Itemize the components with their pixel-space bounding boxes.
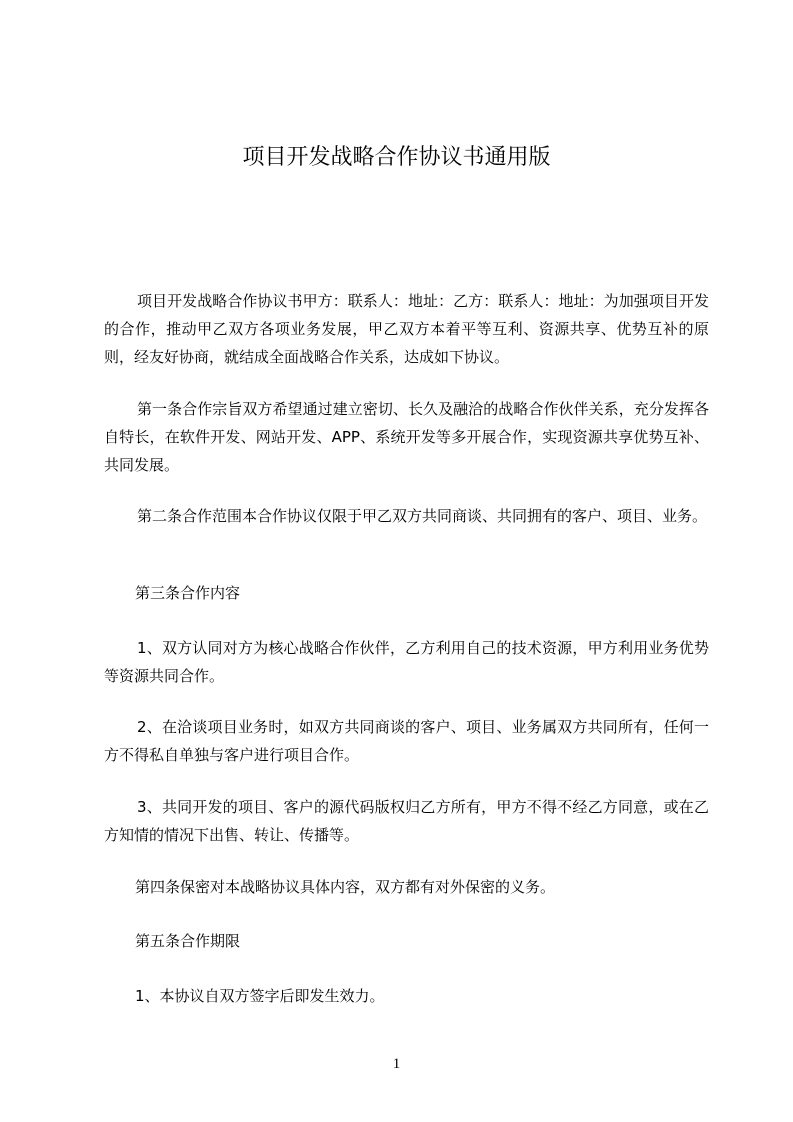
paragraph-article-3-heading: 第三条合作内容 bbox=[135, 584, 241, 602]
page-title: 项目开发战略合作协议书通用版 bbox=[242, 145, 551, 170]
paragraph-article-5-item-1: 1、本协议自双方签字后即发生效力。 bbox=[135, 987, 385, 1005]
paragraph-article-5-heading: 第五条合作期限 bbox=[135, 932, 241, 950]
page-number: 1 bbox=[392, 1056, 401, 1072]
paragraph-preamble: 项目开发战略合作协议书甲方：联系人：地址：乙方：联系人：地址：为加强项目开发的合作，推动甲乙双方各项业务发展，甲乙双方本着平等互利、资源共享、优势互补的原则，经友好协商，就结成全面战略合作关系，达成如下协议。 bbox=[104, 292, 709, 366]
paragraph-article-3-item-2: 2、在洽谈项目业务时，如双方共同商谈的客户、项目、业务属双方共同所有，任何一方不得私自单独与客户进行项目合作。 bbox=[104, 718, 709, 764]
paragraph-article-4: 第四条保密对本战略协议具体内容，双方都有对外保密的义务。 bbox=[135, 878, 556, 896]
paragraph-article-3-item-1: 1、双方认同对方为核心战略合作伙伴，乙方利用自己的技术资源，甲方利用业务优势等资源共同合作。 bbox=[104, 639, 709, 685]
paragraph-article-3-item-3: 3、共同开发的项目、客户的源代码版权归乙方所有，甲方不得不经乙方同意，或在乙方知情的情况下出售、转让、传播等。 bbox=[104, 798, 709, 844]
paragraph-article-1: 第一条合作宗旨双方希望通过建立密切、长久及融洽的战略合作伙伴关系，充分发挥各自特长，在软件开发、网站开发、APP、系统开发等多开展合作，实现资源共享优势互补、共同发展。 bbox=[104, 400, 709, 474]
paragraph-article-2: 第二条合作范围本合作协议仅限于甲乙双方共同商谈、共同拥有的客户、项目、业务。 bbox=[137, 507, 708, 525]
